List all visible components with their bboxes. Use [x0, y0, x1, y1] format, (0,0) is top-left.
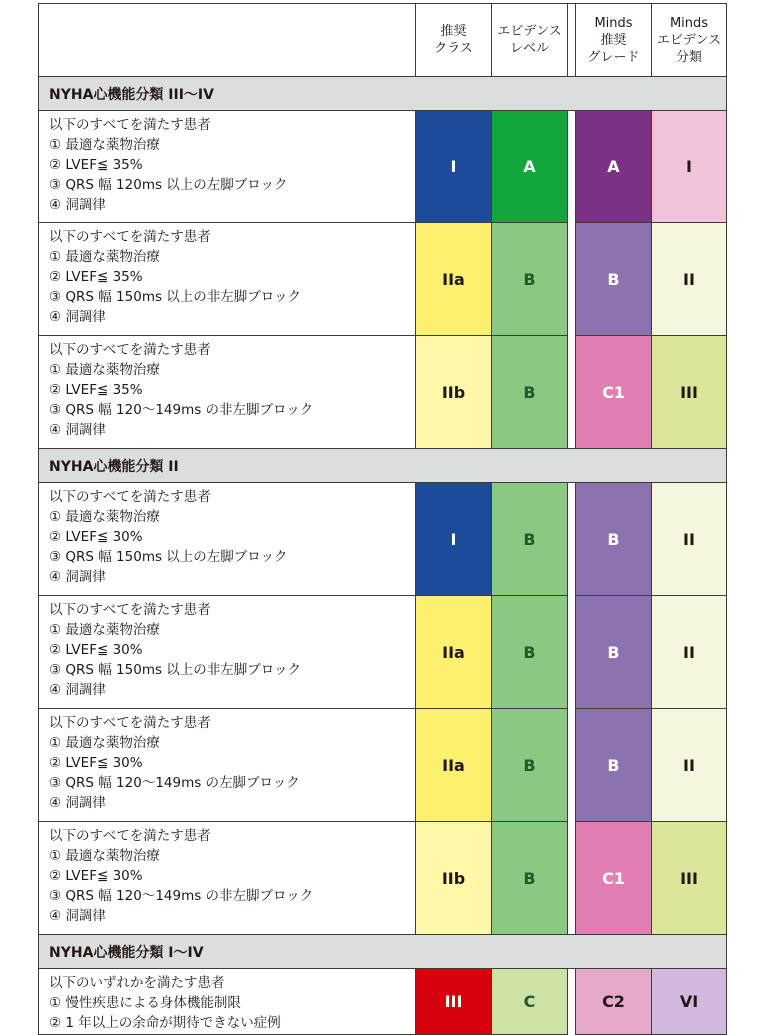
recommendation-row — [39, 336, 727, 449]
recommendation-row — [39, 969, 727, 1035]
evidence-level-cell: B — [492, 596, 568, 709]
minds-evidence-cell: III — [652, 336, 727, 449]
section-title: NYHA心機能分類 III〜IV — [39, 77, 727, 111]
section-header-row — [39, 935, 727, 969]
criteria-cell: 以下のすべてを満たす患者 ① 最適な薬物治療 ② LVEF≦ 30% ③ QRS 幅 150ms 以上の非左脚ブロック ④ 洞調律 — [39, 596, 416, 709]
minds-grade-cell: B — [576, 483, 652, 596]
recommendation-row — [39, 822, 727, 935]
section-title: NYHA心機能分類 I〜IV — [39, 935, 727, 969]
header-evidence-level: エビデンス レベル — [492, 4, 568, 77]
recommendation-row — [39, 709, 727, 822]
minds-evidence-cell: II — [652, 223, 727, 336]
minds-grade-cell: C2 — [576, 969, 652, 1035]
section-title: NYHA心機能分類 II — [39, 449, 727, 483]
criteria-cell: 以下のすべてを満たす患者 ① 最適な薬物治療 ② LVEF≦ 35% ③ QRS 幅 120〜149ms の非左脚ブロック ④ 洞調律 — [39, 336, 416, 449]
recommendation-row — [39, 111, 727, 223]
column-gap — [568, 4, 576, 77]
criteria-cell: 以下のすべてを満たす患者 ① 最適な薬物治療 ② LVEF≦ 35% ③ QRS 幅 120ms 以上の左脚ブロック ④ 洞調律 — [39, 111, 416, 223]
column-gap — [568, 709, 576, 822]
recommendation-class-cell: IIa — [416, 596, 492, 709]
recommendation-class-cell: IIb — [416, 336, 492, 449]
column-gap — [568, 822, 576, 935]
header-blank-cell — [39, 4, 416, 77]
minds-evidence-cell: II — [652, 596, 727, 709]
column-gap — [568, 111, 576, 223]
evidence-level-cell: B — [492, 336, 568, 449]
column-gap — [568, 596, 576, 709]
minds-evidence-cell: I — [652, 111, 727, 223]
column-gap — [568, 969, 576, 1035]
criteria-cell: 以下のいずれかを満たす患者 ① 慢性疾患による身体機能制限 ② 1 年以上の余命が期待できない症例 — [39, 969, 416, 1035]
column-gap — [568, 336, 576, 449]
evidence-level-cell: B — [492, 709, 568, 822]
minds-evidence-cell: II — [652, 483, 727, 596]
minds-grade-cell: C1 — [576, 336, 652, 449]
minds-grade-cell: B — [576, 596, 652, 709]
evidence-level-cell: B — [492, 483, 568, 596]
recommendation-class-cell: I — [416, 111, 492, 223]
header-row — [39, 4, 727, 77]
column-gap — [568, 223, 576, 336]
minds-evidence-cell: III — [652, 822, 727, 935]
minds-grade-cell: A — [576, 111, 652, 223]
header-minds-grade: Minds 推奨 グレード — [576, 4, 652, 77]
evidence-level-cell: A — [492, 111, 568, 223]
recommendation-row — [39, 223, 727, 336]
header-recommendation-class: 推奨 クラス — [416, 4, 492, 77]
evidence-level-cell: B — [492, 223, 568, 336]
minds-evidence-cell: VI — [652, 969, 727, 1035]
header-minds-evidence: Minds エビデンス 分類 — [652, 4, 727, 77]
minds-evidence-cell: II — [652, 709, 727, 822]
recommendation-class-cell: III — [416, 969, 492, 1035]
section-header-row — [39, 77, 727, 111]
recommendation-row — [39, 483, 727, 596]
criteria-cell: 以下のすべてを満たす患者 ① 最適な薬物治療 ② LVEF≦ 30% ③ QRS 幅 120〜149ms の非左脚ブロック ④ 洞調律 — [39, 822, 416, 935]
minds-grade-cell: B — [576, 709, 652, 822]
recommendation-table — [38, 3, 726, 1031]
criteria-cell: 以下のすべてを満たす患者 ① 最適な薬物治療 ② LVEF≦ 30% ③ QRS 幅 150ms 以上の左脚ブロック ④ 洞調律 — [39, 483, 416, 596]
evidence-level-cell: C — [492, 969, 568, 1035]
recommendation-class-cell: I — [416, 483, 492, 596]
minds-grade-cell: C1 — [576, 822, 652, 935]
criteria-cell: 以下のすべてを満たす患者 ① 最適な薬物治療 ② LVEF≦ 30% ③ QRS 幅 120〜149ms の左脚ブロック ④ 洞調律 — [39, 709, 416, 822]
minds-grade-cell: B — [576, 223, 652, 336]
recommendation-class-cell: IIa — [416, 223, 492, 336]
recommendation-row — [39, 596, 727, 709]
column-gap — [568, 483, 576, 596]
criteria-cell: 以下のすべてを満たす患者 ① 最適な薬物治療 ② LVEF≦ 35% ③ QRS 幅 150ms 以上の非左脚ブロック ④ 洞調律 — [39, 223, 416, 336]
recommendation-class-cell: IIa — [416, 709, 492, 822]
section-header-row — [39, 449, 727, 483]
recommendation-class-cell: IIb — [416, 822, 492, 935]
evidence-level-cell: B — [492, 822, 568, 935]
